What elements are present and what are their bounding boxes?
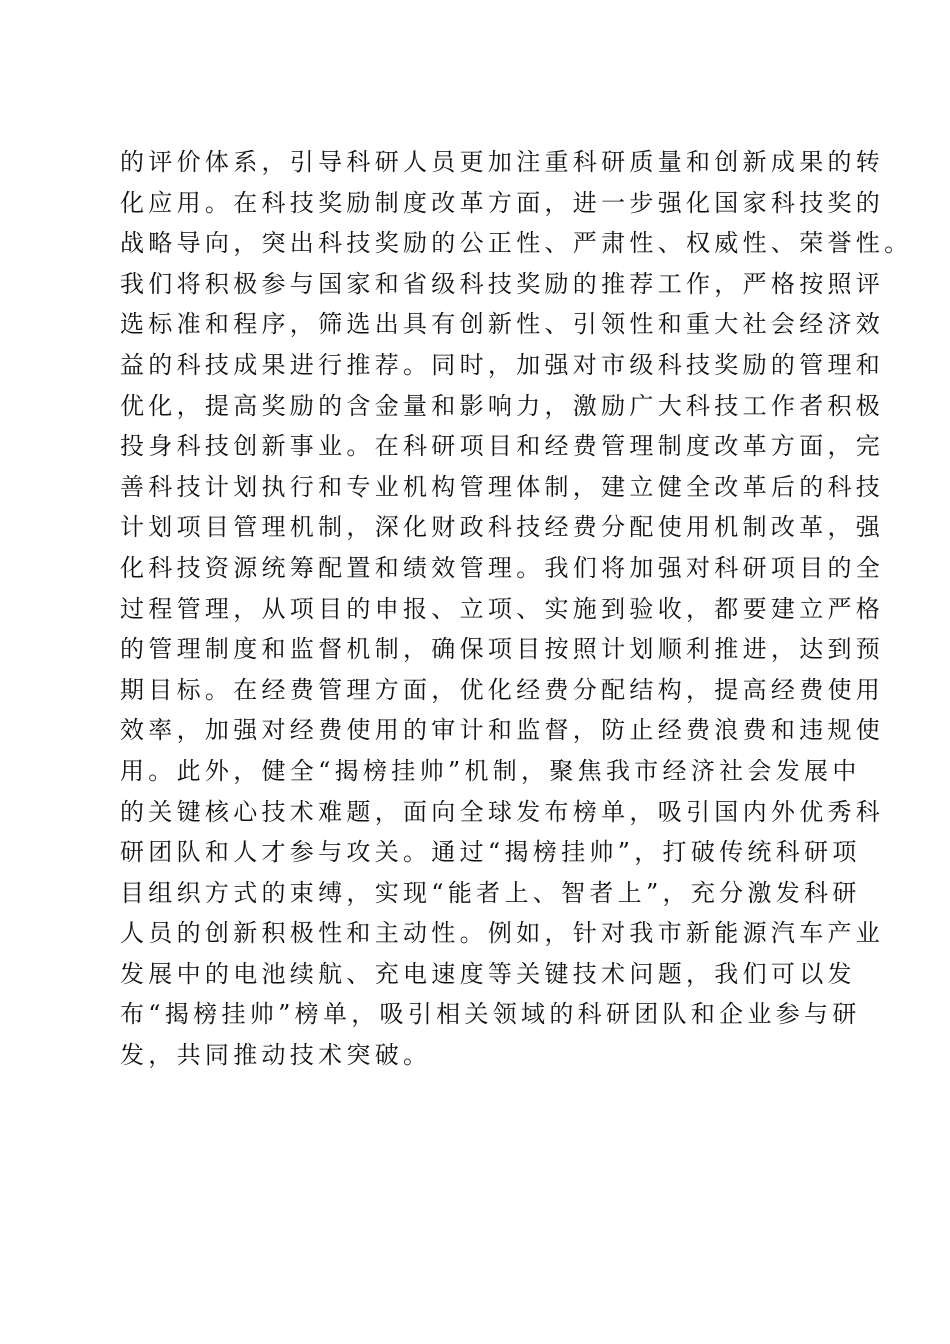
text-line: 计划项目管理机制，深化财政科技经费分配使用机制改革，强	[120, 513, 885, 542]
text-line: 期目标。在经费管理方面，优化经费分配结构，提高经费使用	[120, 675, 885, 704]
text-line: 化科技资源统筹配置和绩效管理。我们将加强对科研项目的全	[120, 553, 885, 582]
text-line: 效率，加强对经费使用的审计和监督，防止经费浪费和违规使	[120, 716, 885, 745]
text-line: 优化，提高奖励的含金量和影响力，激励广大科技工作者积极	[120, 391, 885, 420]
text-line: 发，共同推动技术突破。	[120, 1041, 432, 1070]
text-line: 研团队和人才参与攻关。通过“揭榜挂帅”，打破传统科研项	[120, 838, 861, 867]
text-line: 过程管理，从项目的申报、立项、实施到验收，都要建立严格	[120, 594, 885, 623]
text-line: 我们将积极参与国家和省级科技奖励的推荐工作，严格按照评	[120, 269, 885, 298]
text-line: 发展中的电池续航、充电速度等关键技术问题，我们可以发	[120, 959, 856, 988]
text-line: 用。此外，健全“揭榜挂帅”机制，聚焦我市经济社会发展中	[120, 756, 861, 785]
text-line: 投身科技创新事业。在科研项目和经费管理制度改革方面，完	[120, 432, 885, 461]
text-line: 选标准和程序，筛选出具有创新性、引领性和重大社会经济效	[120, 310, 885, 339]
text-line: 的关键核心技术难题，面向全球发布榜单，吸引国内外优秀科	[120, 797, 885, 826]
text-line: 善科技计划执行和专业机构管理体制，建立健全改革后的科技	[120, 472, 885, 501]
body-paragraph	[120, 142, 913, 1076]
text-line: 的管理制度和监督机制，确保项目按照计划顺利推进，达到预	[120, 635, 885, 664]
text-line: 布“揭榜挂帅”榜单，吸引相关领域的科研团队和企业参与研	[120, 1000, 861, 1029]
text-line: 战略导向，突出科技奖励的公正性、严肃性、权威性、荣誉性。	[120, 229, 913, 258]
text-line: 人员的创新积极性和主动性。例如，针对我市新能源汽车产业	[120, 919, 885, 948]
text-line: 化应用。在科技奖励制度改革方面，进一步强化国家科技奖的	[120, 188, 885, 217]
text-line: 的评价体系，引导科研人员更加注重科研质量和创新成果的转	[120, 148, 885, 176]
text-line: 益的科技成果进行推荐。同时，加强对市级科技奖励的管理和	[120, 350, 885, 379]
text-line: 目组织方式的束缚，实现“能者上、智者上”，充分激发科研	[120, 878, 861, 907]
